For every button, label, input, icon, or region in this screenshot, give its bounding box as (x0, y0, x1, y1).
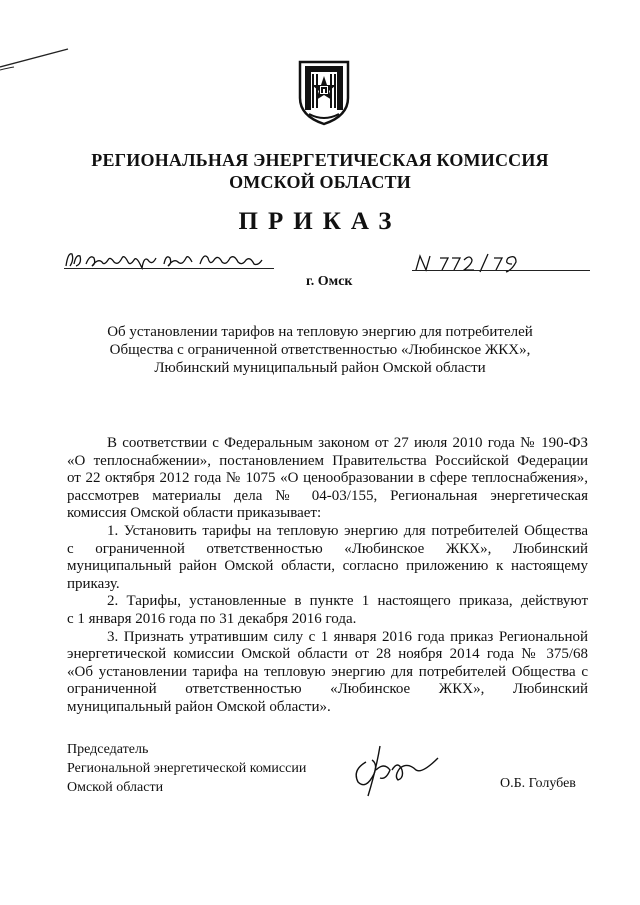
body-line: ограниченной ответственностью «Любинское ЖКХ», Любинский (67, 681, 588, 698)
body-line: муниципальный район Омской области». (67, 698, 331, 715)
position-line: Региональной энергетической комиссии (67, 761, 307, 776)
body-line: 3. Признать утратившим силу с 1 января 2016 года приказ Региональной (107, 628, 588, 645)
body-line: энергетической комиссии Омской области от 28 ноября 2014 года № 375/68 (67, 646, 588, 663)
body-line: 1. Установить тарифы на тепловую энергию для потребителей Общества (107, 522, 588, 539)
body-line: с 1 января 2016 года по 31 декабря 2016 года. (67, 610, 357, 627)
body-line: «О теплоснабжении», постановлением Правительства Российской Федерации (67, 452, 588, 469)
coat-of-arms-emblem (297, 58, 351, 126)
handwritten-date (64, 246, 274, 276)
body-line: комиссия Омской области приказывает: (67, 505, 322, 522)
order-subject (70, 323, 570, 377)
signatory-position (67, 740, 306, 797)
body-line: с ограниченной ответственностью «Любинское ЖКХ», Любинский (67, 540, 588, 557)
city-label: г. Омск (306, 274, 353, 289)
subject-line: Любинский муниципальный район Омской области (154, 360, 486, 376)
body-line: от 22 октября 2012 года № 1075 «О ценообразовании в сфере теплоснабжения», (67, 470, 588, 487)
body-line: муниципальный район Омской области, согласно приложению к настоящему (67, 558, 588, 575)
document-title: ПРИКАЗ (238, 208, 402, 235)
position-line: Председатель (67, 742, 149, 757)
order-body (67, 435, 588, 717)
position-line: Омской области (67, 780, 164, 795)
subject-line: Об установлении тарифов на тепловую энергию для потребителей (107, 324, 533, 340)
body-line: 2. Тарифы, установленные в пункте 1 настоящего приказа, действуют (107, 593, 588, 610)
subject-line: Общества с ограниченной ответственностью «Любинское ЖКХ», (109, 342, 531, 358)
organization-name-line2: ОМСКОЙ ОБЛАСТИ (229, 172, 411, 192)
handwritten-date-scrawl (64, 246, 274, 276)
handwritten-number-scrawl (412, 248, 590, 278)
organization-name-line1: РЕГИОНАЛЬНАЯ ЭНЕРГЕТИЧЕСКАЯ КОМИССИЯ (91, 150, 549, 170)
handwritten-signature (346, 740, 446, 800)
body-line: «Об установлении тарифа на тепловую энергию для потребителей Общества с (67, 663, 588, 680)
signer-name: О.Б. Голубев (500, 776, 576, 791)
handwritten-order-number (412, 248, 590, 278)
handwritten-corner-stroke (0, 45, 70, 75)
body-line: рассмотрев материалы дела № 04-03/155, Региональная энергетическая (67, 487, 588, 504)
body-line: приказу. (67, 575, 120, 592)
body-line: В соответствии с Федеральным законом от 27 июля 2010 года № 190-ФЗ (107, 435, 588, 451)
